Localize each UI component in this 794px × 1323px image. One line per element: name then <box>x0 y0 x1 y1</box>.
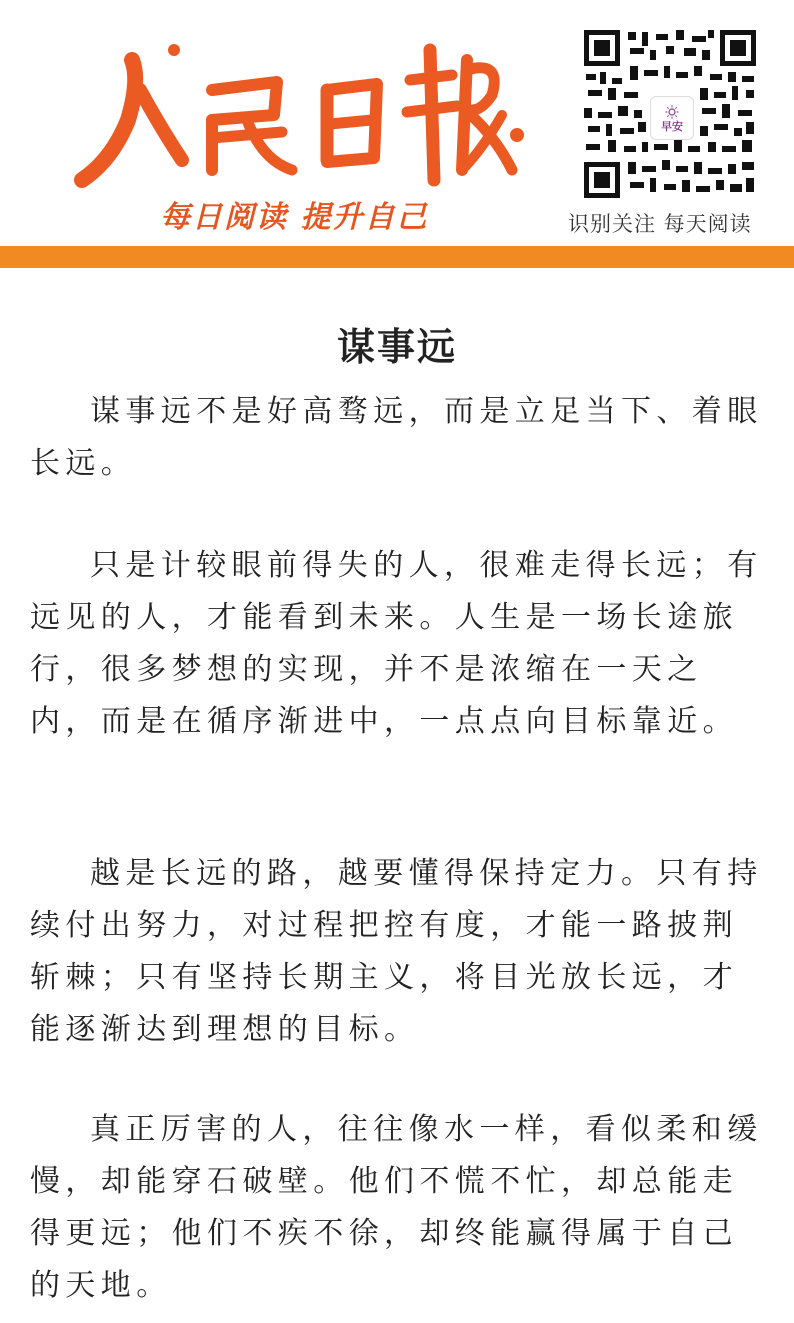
article-paragraph: 谋事远不是好高骛远，而是立足当下、着眼长远。 <box>30 394 763 481</box>
slogan: 每日阅读 提升自己 <box>160 200 429 235</box>
article-paragraph: 只是计较眼前得失的人，很难走得长远；有远见的人，才能看到未来。人生是一场长途旅行，很多梦想的实现，并不是浓缩在一天之内，而是在循序渐进中，一点点向目标靠近。 <box>30 548 763 739</box>
article-paragraph: 真正厉害的人，往往像水一样，看似柔和缓慢，却能穿石破壁。他们不慌不忙，却总能走得更远；他们不疾不徐，却终能赢得属于自己的天地。 <box>30 1112 763 1303</box>
header <box>0 0 794 246</box>
masthead-logo <box>62 20 532 190</box>
qr-code[interactable] <box>580 26 760 202</box>
article-title: 谋事远 <box>336 325 457 369</box>
sun-icon <box>665 105 679 119</box>
article-paragraph: 越是长远的路，越要懂得保持定力。只有持续付出努力，对过程把控有度，才能一路披荆斩棘；只有坚持长期主义，将目光放长远，才能逐渐达到理想的目标。 <box>30 856 763 1047</box>
qr-center-badge <box>650 96 694 140</box>
qr-caption: 识别关注 每天阅读 <box>568 212 752 236</box>
header-divider-bar <box>0 246 794 268</box>
qr-badge-label: 早安 <box>661 119 683 133</box>
